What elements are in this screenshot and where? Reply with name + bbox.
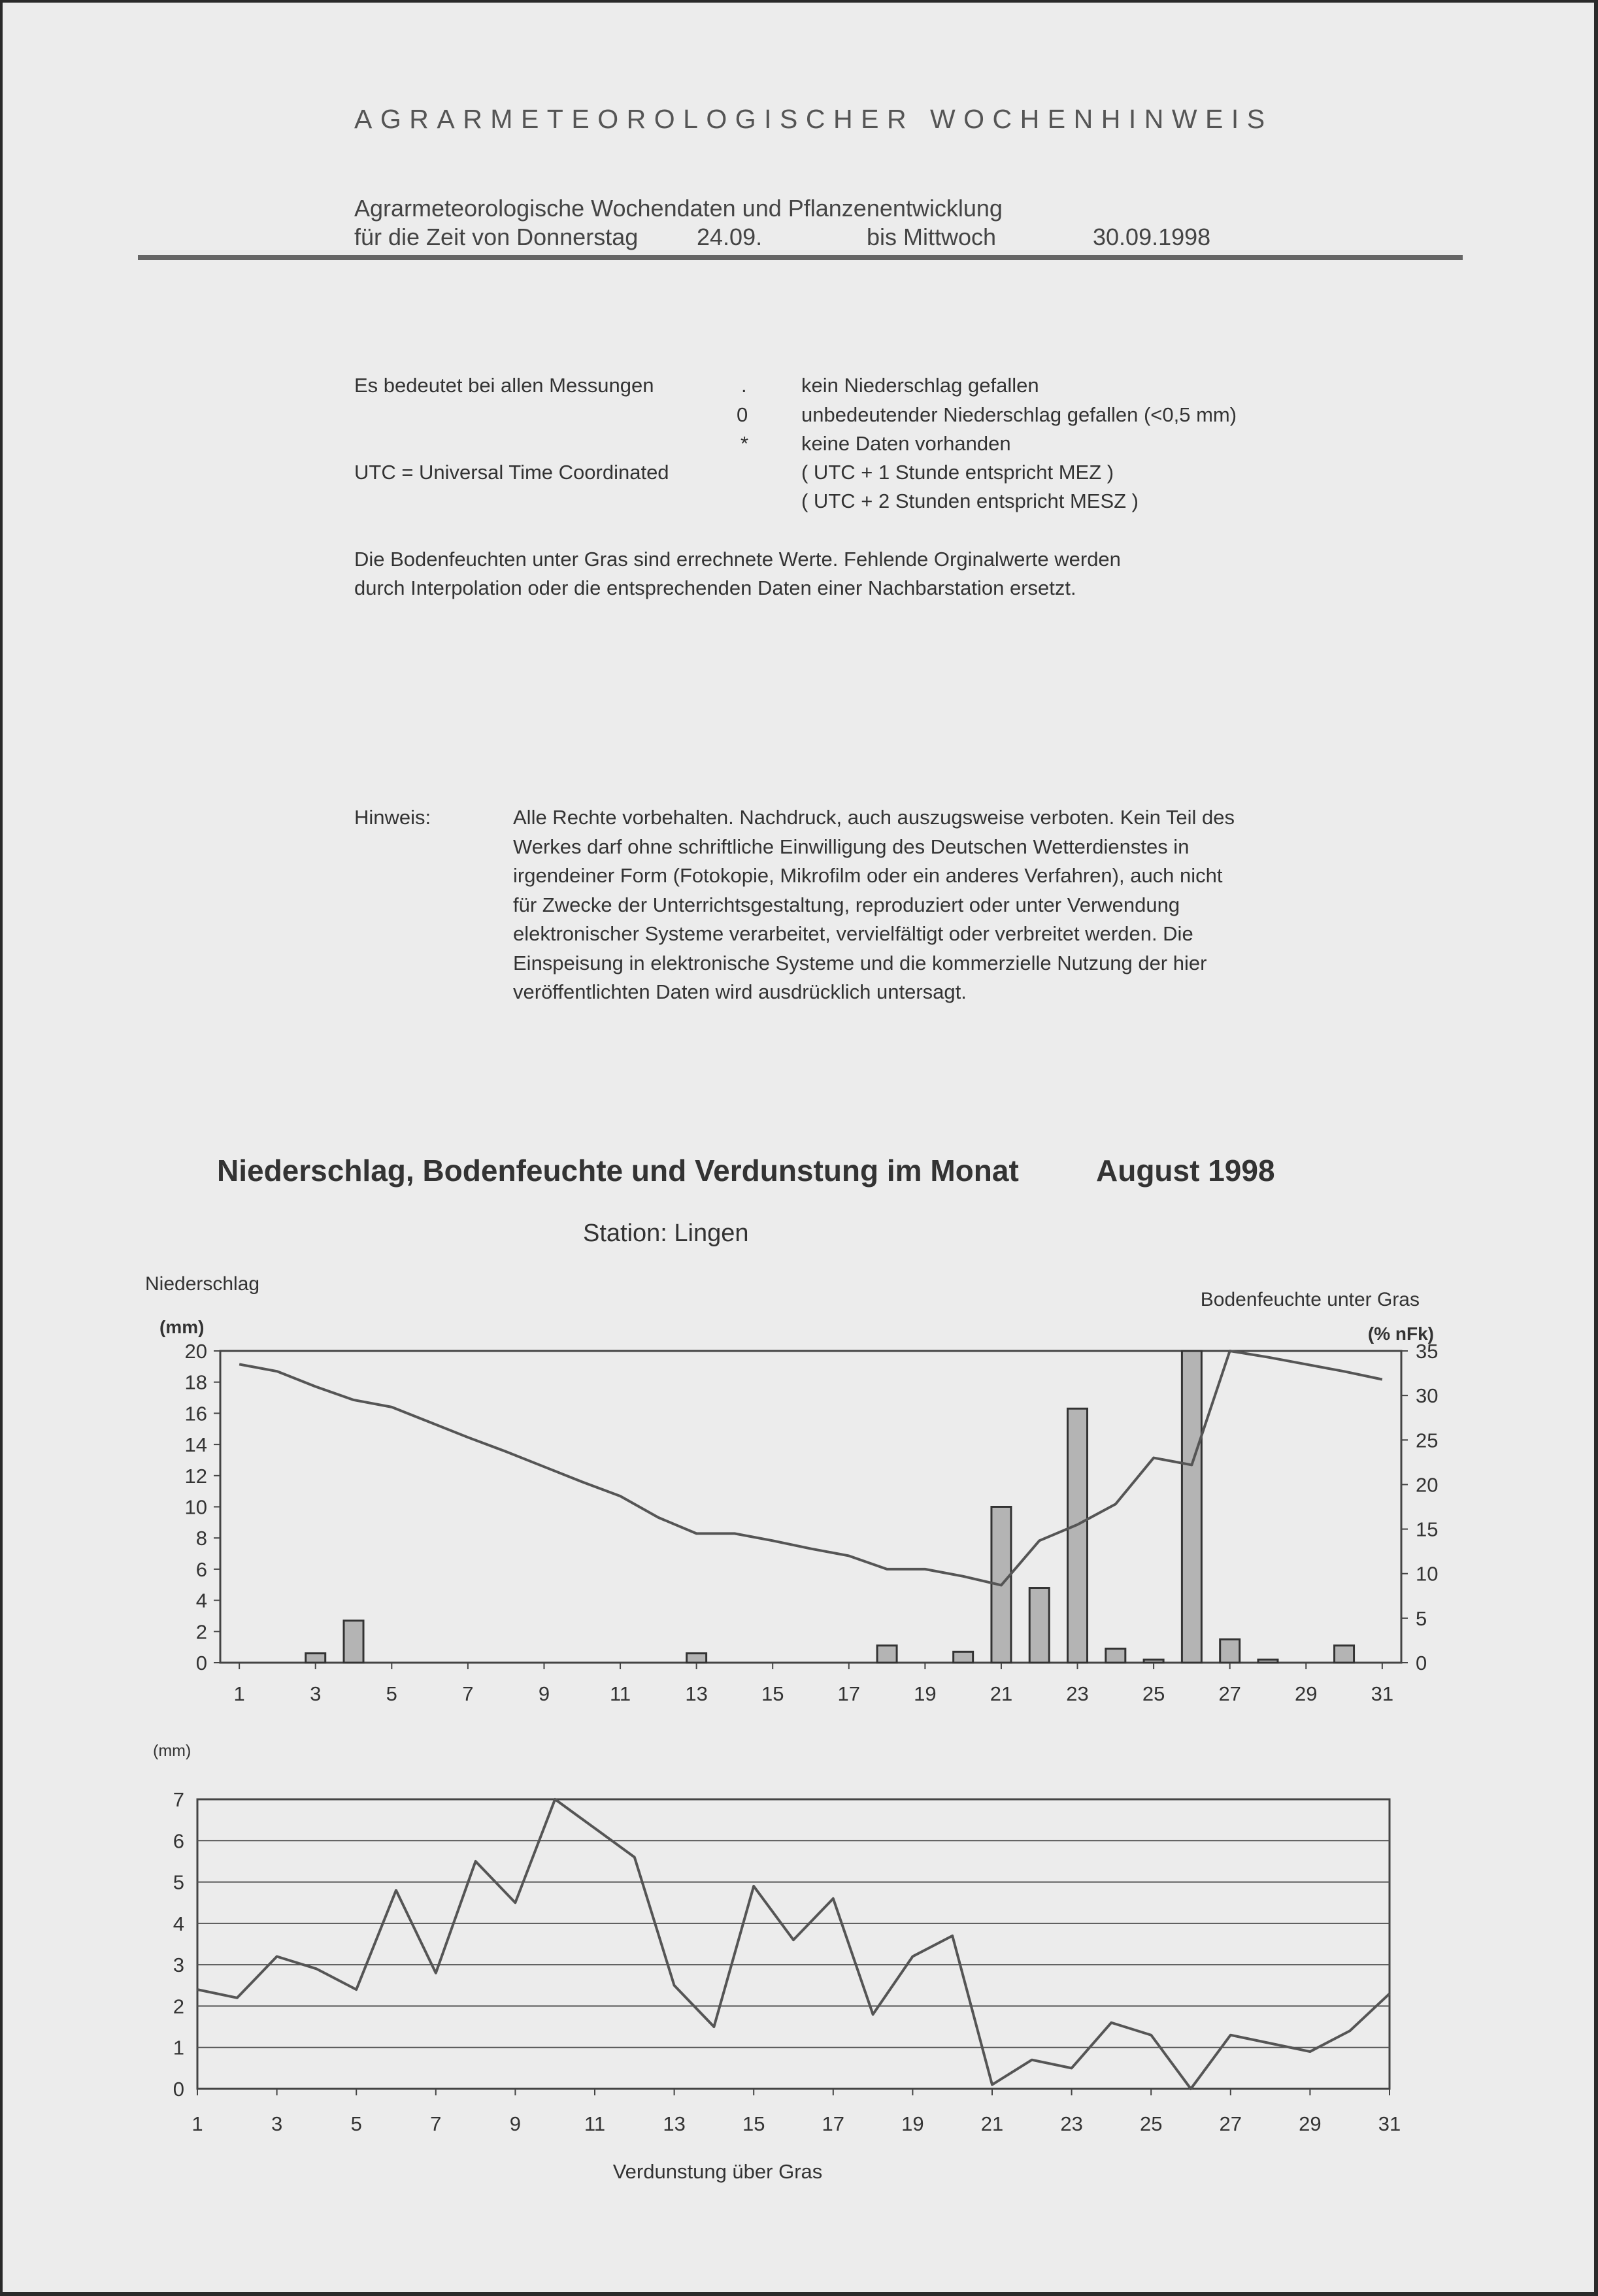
evaporation-x-tick-label: 1 [191, 2112, 203, 2135]
document-title: AGRARMETEOROLOGISCHER WOCHENHINWEIS [354, 104, 1273, 134]
chart-section-month: August 1998 [1096, 1154, 1275, 1188]
soil-moisture-note-line1: Die Bodenfeuchten unter Gras sind errechnete Werte. Fehlende Orginalwerte werden [354, 548, 1121, 571]
right-axis-unit: (% nFk) [1367, 1323, 1434, 1344]
x-axis-tick-label: 21 [990, 1682, 1013, 1705]
left-axis-tick-label: 12 [184, 1464, 207, 1488]
x-axis-tick-label: 27 [1218, 1682, 1241, 1705]
precipitation-bar [1220, 1639, 1240, 1663]
x-axis-tick-label: 1 [233, 1682, 245, 1705]
precipitation-bar [1106, 1649, 1125, 1663]
page [3, 3, 1594, 2292]
precipitation-bar [1182, 1351, 1201, 1663]
left-axis-tick-label: 20 [184, 1340, 207, 1363]
left-axis-tick-label: 16 [184, 1402, 207, 1425]
precipitation-bar [1144, 1659, 1163, 1663]
left-axis-tick-label: 18 [184, 1371, 207, 1394]
subtitle: Agrarmeteorologische Wochendaten und Pflanzenentwicklung [354, 195, 1003, 222]
period-from-date: 24.09. [697, 224, 763, 250]
evaporation-x-tick-label: 13 [663, 2112, 686, 2135]
x-axis-tick-label: 9 [538, 1682, 550, 1705]
precipitation-bar [954, 1652, 973, 1663]
legend-intro: Es bedeutet bei allen Messungen [354, 374, 654, 397]
legend-text-dot: kein Niederschlag gefallen [801, 374, 1039, 397]
evaporation-y-tick-label: 0 [173, 2078, 184, 2101]
evaporation-y-tick-label: 1 [173, 2036, 184, 2059]
precipitation-bar [344, 1621, 363, 1663]
precipitation-bar [1029, 1588, 1049, 1663]
evaporation-y-tick-label: 3 [173, 1954, 184, 1977]
notice-text: Alle Rechte vorbehalten. Nachdruck, auch auszugsweise verboten. Kein Teil des Werkes darf ohne schriftliche Einwilligung des Deutschen Wetterdienstes in irgendeiner Form (Fotokopie, Mikrofilm oder ein anderes Verfahren), auch nicht für Zwecke der Unterrichtsgestaltung, reproduziert oder unter Verwendung elektronischer Systeme verarbeitet, vervielfältigt oder verbreitet werden. Die Einspeisung in elektronische Systeme und die kommerzielle Nutzung der hier veröffentlichten Daten wird ausdrücklich untersagt. [513, 806, 1235, 1003]
legend-text-star: keine Daten vorhanden [801, 432, 1011, 455]
left-axis-unit: (mm) [159, 1317, 205, 1337]
evaporation-x-tick-label: 25 [1139, 2112, 1163, 2135]
notice-label: Hinweis: [354, 806, 431, 829]
x-axis-tick-label: 23 [1066, 1682, 1089, 1705]
evaporation-y-tick-label: 2 [173, 1995, 184, 2018]
left-axis-tick-label: 8 [195, 1527, 207, 1550]
precipitation-bar [306, 1654, 325, 1663]
evaporation-x-tick-label: 15 [742, 2112, 765, 2135]
evaporation-y-tick-label: 4 [173, 1912, 184, 1935]
evaporation-x-tick-label: 7 [430, 2112, 442, 2135]
x-axis-tick-label: 25 [1142, 1682, 1165, 1705]
right-axis-tick-label: 35 [1416, 1340, 1439, 1363]
evaporation-y-tick-label: 5 [173, 1871, 184, 1894]
evaporation-x-tick-label: 23 [1060, 2112, 1083, 2135]
legend-symbol-dot: . [741, 374, 747, 397]
x-axis-tick-label: 3 [310, 1682, 322, 1705]
x-axis-tick-label: 11 [609, 1682, 631, 1705]
precipitation-bar [1335, 1646, 1354, 1663]
soil-moisture-line [239, 1351, 1382, 1585]
station-label: Station: Lingen [583, 1220, 749, 1247]
utc-label: UTC = Universal Time Coordinated [354, 461, 669, 484]
left-axis-tick-label: 6 [195, 1557, 207, 1581]
evaporation-axis-unit: (mm) [153, 1742, 191, 1760]
evaporation-axis-title: Verdunstung über Gras [612, 2160, 823, 2183]
precipitation-soil-moisture-chart [3, 3, 1594, 1735]
evaporation-x-tick-label: 29 [1299, 2112, 1322, 2135]
utc-note-mez: ( UTC + 1 Stunde entspricht MEZ ) [801, 461, 1114, 484]
period-from-label: für die Zeit von Donnerstag [354, 224, 639, 250]
left-axis-tick-label: 4 [195, 1589, 207, 1612]
precipitation-bar [1258, 1659, 1278, 1663]
right-axis-tick-label: 0 [1416, 1652, 1427, 1674]
x-axis-tick-label: 29 [1295, 1682, 1318, 1705]
evaporation-x-tick-label: 5 [350, 2112, 362, 2135]
right-axis-tick-label: 25 [1416, 1429, 1439, 1452]
x-axis-tick-label: 7 [462, 1682, 474, 1705]
precipitation-bar [877, 1646, 897, 1663]
x-axis-tick-label: 15 [761, 1682, 784, 1705]
chart-section-title: Niederschlag, Bodenfeuchte und Verdunstung im Monat [217, 1154, 1019, 1188]
evaporation-y-tick-label: 7 [173, 1788, 184, 1811]
evaporation-y-tick-label: 6 [173, 1829, 184, 1853]
evaporation-line [197, 1799, 1390, 2089]
right-axis-tick-label: 30 [1416, 1384, 1439, 1408]
right-axis-tick-label: 15 [1416, 1518, 1439, 1541]
right-axis-tick-label: 5 [1416, 1606, 1427, 1630]
period-to-date: 30.09.1998 [1093, 224, 1211, 250]
left-axis-tick-label: 2 [195, 1620, 207, 1644]
left-axis-tick-label: 0 [195, 1652, 207, 1674]
right-axis-tick-label: 10 [1416, 1562, 1439, 1586]
plot-area-frame [220, 1351, 1401, 1663]
x-axis-tick-label: 13 [685, 1682, 708, 1705]
evaporation-x-tick-label: 27 [1219, 2112, 1242, 2135]
x-axis-tick-label: 31 [1371, 1682, 1394, 1705]
right-axis-title: Bodenfeuchte unter Gras [1200, 1289, 1420, 1310]
utc-note-mesz: ( UTC + 2 Stunden entspricht MESZ ) [801, 490, 1139, 512]
legend-symbol-star: * [741, 432, 749, 455]
legend-symbol-zero: 0 [737, 403, 748, 426]
period-to-label: bis Mittwoch [867, 224, 997, 250]
evaporation-chart [3, 1702, 1594, 2186]
evaporation-x-tick-label: 31 [1378, 2112, 1401, 2135]
evaporation-x-tick-label: 3 [271, 2112, 283, 2135]
left-axis-tick-label: 14 [184, 1433, 207, 1457]
evaporation-x-tick-label: 17 [822, 2112, 845, 2135]
x-axis-tick-label: 19 [914, 1682, 937, 1705]
right-axis-tick-label: 20 [1416, 1473, 1439, 1497]
left-axis-tick-label: 10 [184, 1495, 207, 1519]
legend-text-zero: unbedeutender Niederschlag gefallen (<0,5 mm) [801, 403, 1237, 426]
evaporation-x-tick-label: 11 [584, 2112, 606, 2135]
precipitation-bar [687, 1654, 707, 1663]
left-axis-title: Niederschlag [145, 1273, 260, 1295]
precipitation-bar [1068, 1408, 1088, 1663]
x-axis-tick-label: 5 [386, 1682, 397, 1705]
evaporation-x-tick-label: 21 [980, 2112, 1004, 2135]
x-axis-tick-label: 17 [837, 1682, 861, 1705]
evaporation-x-tick-label: 19 [901, 2112, 924, 2135]
evaporation-x-tick-label: 9 [509, 2112, 522, 2135]
soil-moisture-note-line2: durch Interpolation oder die entsprechenden Daten einer Nachbarstation ersetzt. [354, 576, 1076, 599]
evaporation-plot-frame [197, 1799, 1390, 2089]
